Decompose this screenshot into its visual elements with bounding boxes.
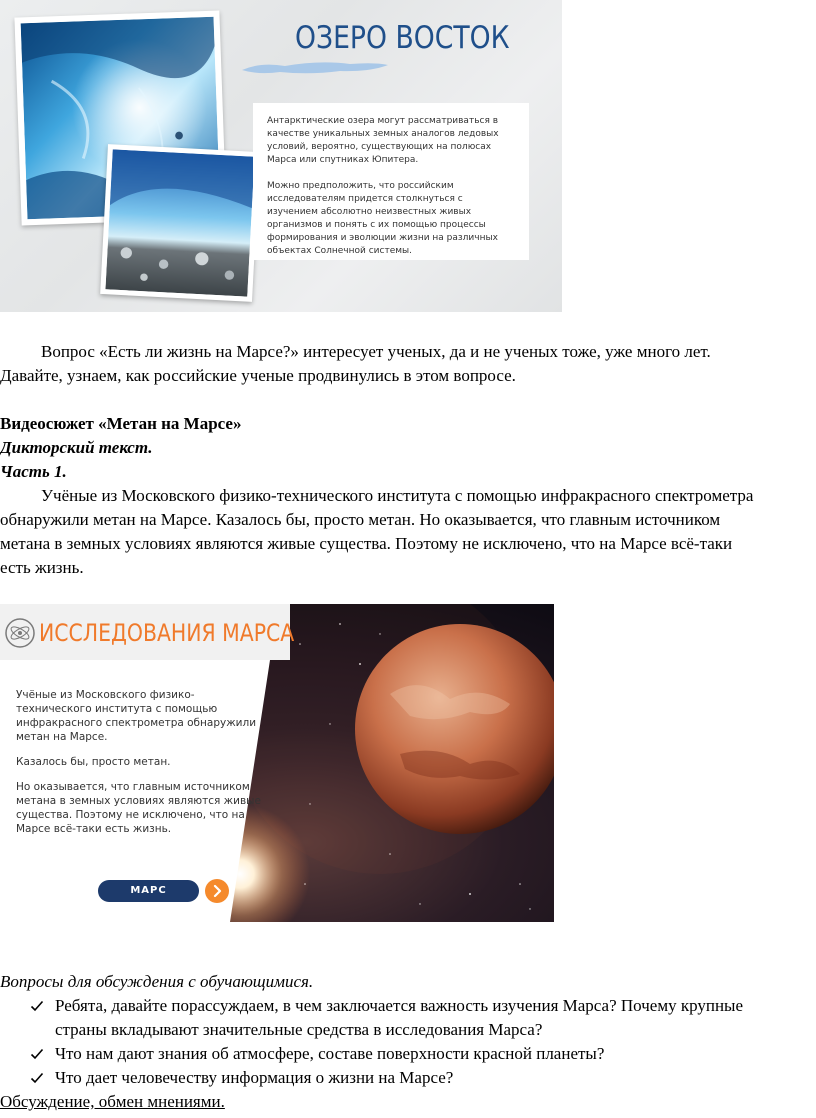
slide-title: ОЗЕРО ВОСТОК <box>295 20 510 56</box>
intro-line: Вопрос «Есть ли жизнь на Марсе?» интересует ученых, да и не ученых тоже, уже много лет. <box>41 342 711 361</box>
question-text: страны вкладывают значительные средства в исследования Марса? <box>55 1020 543 1039</box>
mars-research-slide <box>0 604 554 922</box>
slide-paragraph: Казалось бы, просто метан. <box>16 756 171 768</box>
intro-line: Давайте, узнаем, как российские ученые продвинулись в этом вопросе. <box>0 366 516 385</box>
question-text: Ребята, давайте порассуждаем, в чем заключается важность изучения Марса? Почему крупные <box>55 996 744 1015</box>
discussion-footer: Обсуждение, обмен мнениями. <box>0 1092 225 1111</box>
announcer-text-heading: Дикторский текст. <box>0 438 153 457</box>
body-line: метана в земных условиях являются живые существа. Поэтому не исключено, что на Марсе всё-таки <box>0 534 733 553</box>
atom-icon <box>4 617 36 649</box>
slide-text-block <box>16 688 261 847</box>
discussion-heading: Вопросы для обсуждения с обучающимися. <box>0 972 314 991</box>
slide-paragraph: Но оказывается, что главным источником метана в земных условиях являются живые существа. Поэтому не исключено, что на Марсе всё-таки есть жизнь. <box>16 781 261 835</box>
body-line: есть жизнь. <box>0 558 84 577</box>
mars-button[interactable]: МАРС <box>98 880 199 902</box>
checkmark-icon <box>30 1047 44 1061</box>
slide-title: ИССЛЕДОВАНИЯ МАРСА <box>39 619 295 647</box>
next-arrow-button[interactable] <box>205 879 229 903</box>
checkmark-icon <box>30 999 44 1013</box>
slide-paragraph: Можно предположить, что российским исследователям придется столкнуться с изучением абсолютно неизвестных живых организмов и понять с их помощью процессы формирования и эволюции жизни на различных объектах Солнечной системы. <box>267 181 498 256</box>
slide-paragraph: Учёные из Московского физико-технического института с помощью инфракрасного спектрометра обнаружили метан на Марсе. <box>16 689 257 743</box>
question-text: Что дает человечеству информация о жизни на Марсе? <box>55 1068 454 1087</box>
slide-paragraph: Антарктические озера могут рассматриваться в качестве уникальных земных аналогов ледовых условий, вероятно, существующих на полюсах Марса или спутниках Юпитера. <box>267 116 499 165</box>
part-heading: Часть 1. <box>0 462 67 481</box>
question-text: Что нам дают знания об атмосфере, составе поверхности красной планеты? <box>55 1044 605 1063</box>
slide-text-box <box>253 103 529 260</box>
brush-stroke-decoration <box>240 56 390 78</box>
chevron-right-icon <box>205 879 229 903</box>
video-heading: Видеосюжет «Метан на Марсе» <box>0 414 242 433</box>
lake-vostok-slide <box>0 0 562 312</box>
body-line: обнаружили метан на Марсе. Казалось бы, просто метан. Но оказывается, что главным источником <box>0 510 721 529</box>
glacier-photo <box>100 144 260 302</box>
body-line: Учёные из Московского физико-технического института с помощью инфракрасного спектрометра <box>41 486 754 505</box>
checkmark-icon <box>30 1071 44 1085</box>
